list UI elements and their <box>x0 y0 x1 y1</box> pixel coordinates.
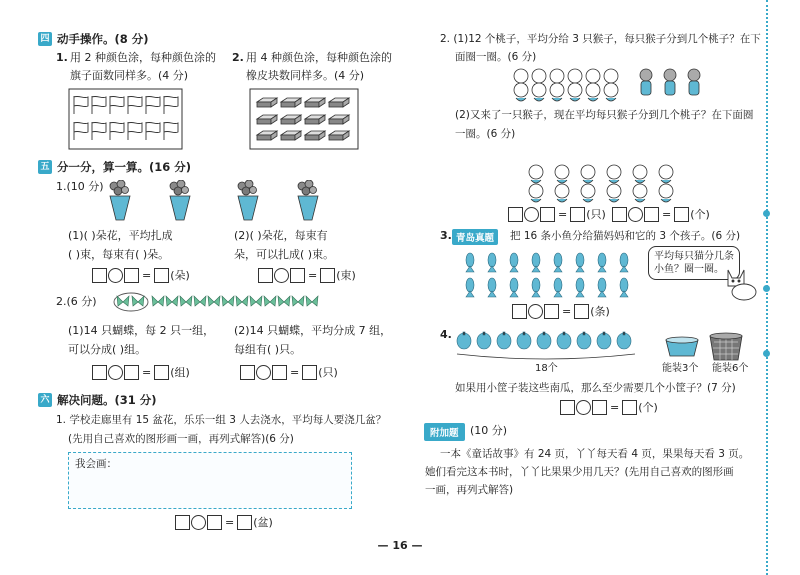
s5-q2a-line2: 可以分成( )组。 <box>68 343 147 356</box>
answer-box[interactable] <box>674 207 689 222</box>
margin-dot <box>763 210 770 217</box>
answer-box[interactable] <box>302 365 317 380</box>
s6-q1-line2: (先用自己喜欢的图形画一画，再列式解答)(6 分) <box>68 433 294 445</box>
r-q4-equation: = (个) <box>560 399 658 415</box>
r-q2-line2: 面圈一圈。(6 分) <box>455 51 537 63</box>
answer-box[interactable] <box>320 268 335 283</box>
bonus-line3: 一画，再列式解答) <box>425 484 514 496</box>
section-6-title: 解决问题。(31 分) <box>57 393 157 407</box>
bonus-line2: 她们看完这本书时，丫丫比果果少用几天？(先用自己喜欢的图形画 <box>425 466 734 478</box>
operator-circle[interactable] <box>256 365 271 380</box>
operator-circle[interactable] <box>108 365 123 380</box>
r-q3-equation: = (条) <box>512 303 610 319</box>
r-q4-number: 4. <box>440 328 452 341</box>
section-5-badge: 五 <box>38 160 52 174</box>
operator-circle[interactable] <box>576 400 591 415</box>
unit-label: (朵) <box>170 269 190 282</box>
answer-box[interactable] <box>92 268 107 283</box>
answer-box[interactable] <box>272 365 287 380</box>
answer-box[interactable] <box>592 400 607 415</box>
unit-label: (盆) <box>253 516 273 529</box>
operator-circle[interactable] <box>524 207 539 222</box>
answer-box[interactable] <box>154 268 169 283</box>
unit-label: (只) <box>586 208 606 221</box>
big-basket-icon <box>708 330 744 362</box>
erasers-grid-image <box>249 88 359 150</box>
s4-q1-number: 1. <box>56 51 68 64</box>
s5-q2b-line1: (2)14 只蝴蝶，平均分成 7 组， <box>234 324 392 337</box>
draw-label: 我会画： <box>75 458 117 470</box>
s5-q1a-line2: ( )束，每束有( )朵。 <box>68 248 170 261</box>
s5-q2b-equation: = (只) <box>240 364 338 380</box>
peaches-and-monkeys-image <box>510 66 710 102</box>
answer-box[interactable] <box>612 207 627 222</box>
answer-box[interactable] <box>622 400 637 415</box>
section-5-title: 分一分，算一算。(16 分) <box>57 160 192 174</box>
unit-label: (只) <box>318 366 338 379</box>
section-4-title: 动手操作。(8 分) <box>57 32 149 46</box>
sixteen-fish-image <box>460 250 645 302</box>
answer-box[interactable] <box>175 515 190 530</box>
twelve-peaches-image <box>525 164 690 204</box>
r-q2b-equation-a: = (只) <box>508 206 606 222</box>
s6-q1-equation: = (盆) <box>175 514 273 530</box>
answer-box[interactable] <box>644 207 659 222</box>
operator-circle[interactable] <box>108 268 123 283</box>
answer-box[interactable] <box>508 207 523 222</box>
answer-box[interactable] <box>207 515 222 530</box>
cat-icon <box>722 266 762 302</box>
r-q2-line1: 2. (1)12 个桃子，平均分给 3 只猴子，每只猴子分到几个桃子？在下 <box>440 33 761 45</box>
s4-q2-number: 2. <box>232 51 244 64</box>
r-q3-number: 3. <box>440 229 452 242</box>
operator-circle[interactable] <box>528 304 543 319</box>
page-number: — 16 — <box>377 539 423 552</box>
operator-circle[interactable] <box>628 207 643 222</box>
unit-label: (个) <box>690 208 710 221</box>
s5-q2a-line1: (1)14 只蝴蝶，每 2 只一组， <box>68 324 215 337</box>
answer-box[interactable] <box>240 365 255 380</box>
pumpkin-count-label: 18个 <box>535 363 558 374</box>
bonus-line1: 一本《童话故事》有 24 页，丫丫每天看 4 页，果果每天看 3 页。 <box>440 448 750 460</box>
answer-box[interactable] <box>574 304 589 319</box>
s6-q1-line1: 1. 学校走廊里有 15 盆花，乐乐一组 3 人去浇水，平均每人要浇几盆？ <box>56 414 387 426</box>
answer-box[interactable] <box>124 268 139 283</box>
answer-box[interactable] <box>290 268 305 283</box>
flower-bouquets-image <box>96 180 336 225</box>
s4-q1-line2: 旗子面数同样多。(4 分) <box>70 69 189 82</box>
bubble-line1: 平均每只猫分几条 <box>654 251 734 262</box>
s5-q2a-equation: = (组) <box>92 364 190 380</box>
s5-q2-label: 2.(6 分) <box>56 295 97 308</box>
flags-grid-image <box>68 88 183 150</box>
s5-q1b-line1: (2)( )朵花，每束有 <box>234 229 328 242</box>
s5-q1b-equation: = (束) <box>258 267 356 283</box>
s5-q1b-line2: 朵，可以扎成( )束。 <box>234 248 335 261</box>
qingdao-exam-tag: 青岛真题 <box>452 229 498 245</box>
s4-q2-line1: 用 4 种颜色涂，每种颜色涂的 <box>246 51 392 64</box>
operator-circle[interactable] <box>274 268 289 283</box>
bubble-line2: 小鱼？圈一圈。 <box>654 264 724 275</box>
section-4-badge: 四 <box>38 32 52 46</box>
r-q2b-equation-b: = (个) <box>612 206 710 222</box>
big-basket-label: 能装6个 <box>712 363 749 374</box>
unit-label: (束) <box>336 269 356 282</box>
bonus-tag: 附加题 <box>424 423 465 441</box>
r-q3-text: 把 16 条小鱼分给猫妈妈和它的 3 个孩子。(6 分) <box>510 230 741 242</box>
answer-box[interactable] <box>570 207 585 222</box>
r-q4-question: 如果用小筐子装这些南瓜，那么至少需要几个小筐子？(7 分) <box>455 382 736 394</box>
pumpkins-row-image <box>455 326 640 362</box>
r-q2b-line2: 一圈。(6 分) <box>455 128 516 140</box>
s5-q2b-line2: 每组有( )只。 <box>234 343 302 356</box>
answer-box[interactable] <box>540 207 555 222</box>
answer-box[interactable] <box>544 304 559 319</box>
drawing-area[interactable] <box>68 452 352 509</box>
small-basket-icon <box>664 334 700 360</box>
small-basket-label: 能装3个 <box>662 363 699 374</box>
s5-q1a-line1: (1)( )朵花，平均扎成 <box>68 229 173 242</box>
butterflies-row-image <box>112 291 337 313</box>
r-q2b-line1: (2)又来了一只猴子，现在平均每只猴子分到几个桃子？在下面圈 <box>455 109 754 121</box>
answer-box[interactable] <box>512 304 527 319</box>
unit-label: (条) <box>590 305 610 318</box>
answer-box[interactable] <box>258 268 273 283</box>
unit-label: (个) <box>638 401 658 414</box>
operator-circle[interactable] <box>191 515 206 530</box>
answer-box[interactable] <box>92 365 107 380</box>
answer-box[interactable] <box>560 400 575 415</box>
answer-box[interactable] <box>237 515 252 530</box>
margin-dot <box>763 350 770 357</box>
answer-box[interactable] <box>124 365 139 380</box>
s4-q1-line1: 用 2 种颜色涂，每种颜色涂的 <box>70 51 216 64</box>
s5-q1-label: 1.(10 分) <box>56 180 104 193</box>
unit-label: (组) <box>170 366 190 379</box>
bonus-score: (10 分) <box>470 424 508 437</box>
s4-q2-line2: 橡皮块数同样多。(4 分) <box>246 69 365 82</box>
s5-q1a-equation: = (朵) <box>92 267 190 283</box>
margin-dot <box>763 285 770 292</box>
section-6-badge: 六 <box>38 393 52 407</box>
answer-box[interactable] <box>154 365 169 380</box>
